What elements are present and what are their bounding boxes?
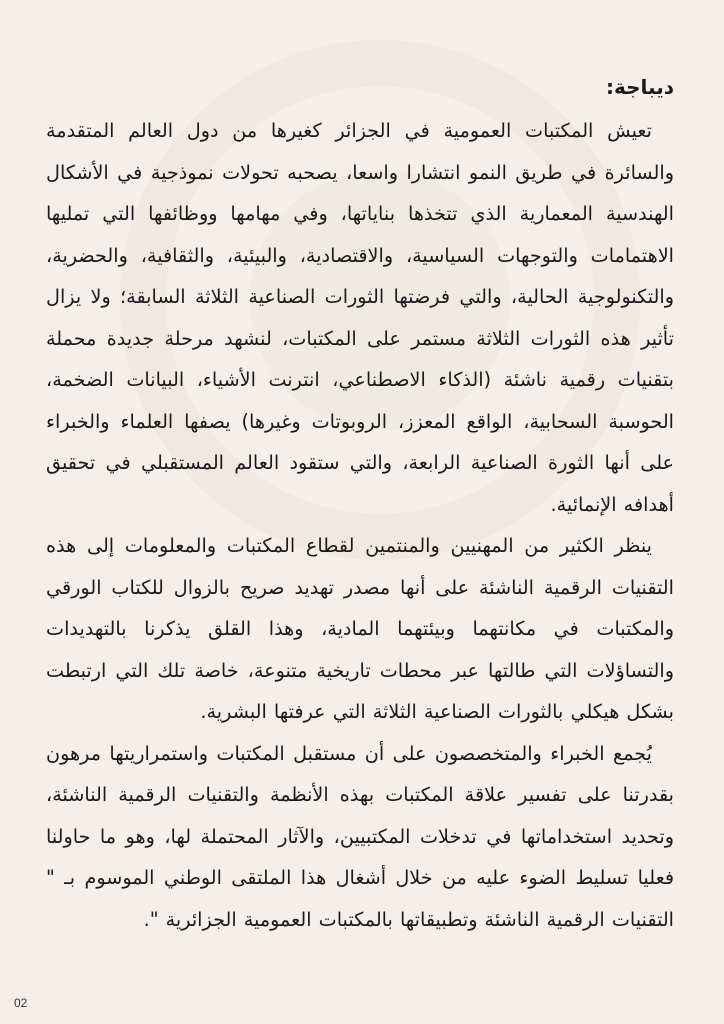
page-number: 02 <box>14 996 28 1010</box>
paragraph-1: تعيش المكتبات العمومية في الجزائر كغيرها من دول العالم المتقدمة والسائرة في طريق النمو انتشارا واسعا، يصحبه تحولات نموذجية في الأشكال الهندسية المعمارية الذي تتخذها بناياتها، وفي مهامها ووظائفها التي تمليها الاهتمامات والتوجهات السياسية، والاقتصادية، والبيئية، والثقافية، والحضرية، والتكنولوجية الحالية، والتي فرضتها الثورات الصناعية الثلاثة السابقة؛ ولا يزال تأثير هذه الثورات الثلاثة مستمر على المكتبات، لنشهد مرحلة جديدة محملة بتقنيات رقمية ناشئة (الذكاء الاصطناعي، انترنت الأشياء، البيانات الضخمة، الحوسبة السحابية، الواقع المعزز، الروبوتات وغيرها) يصفها العلماء والخبراء على أنها الثورة الصناعية الرابعة، والتي ستقود العالم المستقبلي في تحقيق أهدافه الإنمائية. <box>46 119 674 516</box>
paragraph-2: ينظر الكثير من المهنيين والمنتمين لقطاع المكتبات والمعلومات إلى هذه التقنيات الرقمية الناشئة على أنها مصدر تهديد صريح بالزوال للكتاب الورقي والمكتبات في مكانتهما وبيئتهما المادية، وهذا القلق يذكرنا بالتهديدات والتساؤلات التي طالتها عبر محطات تاريخية متنوعة، خاصة تلك التي ارتبطت بشكل هيكلي بالثورات الصناعية الثلاثة التي عرفتها البشرية. <box>46 534 674 723</box>
paragraph-3: يُجمع الخبراء والمتخصصون على أن مستقبل المكتبات واستمراريتها مرهون بقدرتنا على تفسير علاقة المكتبات بهذه الأنظمة والتقنيات الرقمية الناشئة، وتحديد استخداماتها في تدخلات المكتبيين، والآثار المحتملة لها، وهو ما حاولنا فعليا تسليط الضوء عليه من خلال أشغال هذا الملتقى الوطني الموسوم بـ " التقنيات الرقمية الناشئة وتطبيقاتها بالمكتبات العمومية الجزائرية ". <box>46 741 674 931</box>
section-heading: ديباجة: <box>606 75 674 99</box>
document-body <box>46 70 674 940</box>
